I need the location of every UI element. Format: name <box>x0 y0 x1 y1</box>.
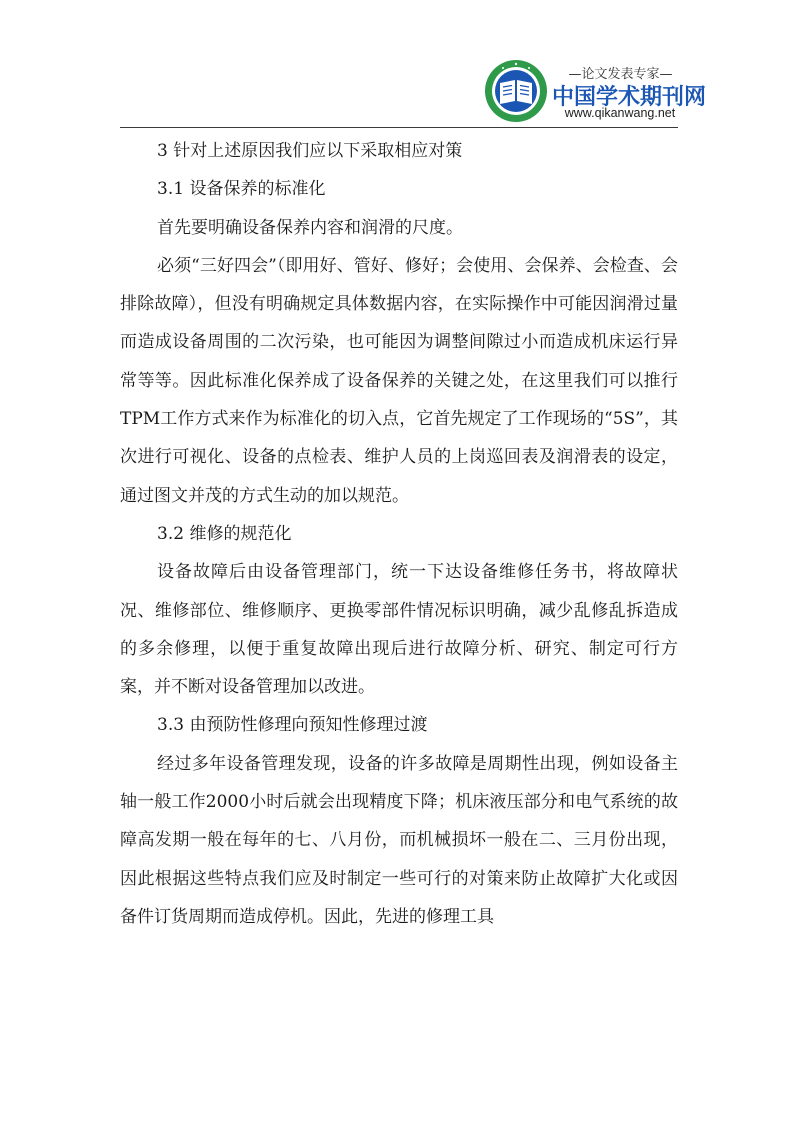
section-heading-3-3: 3.3 由预防性修理向预知性修理过渡 <box>157 715 428 736</box>
journal-emblem-icon <box>484 59 548 123</box>
logo-site-name: 中国学术期刊网 <box>552 85 707 110</box>
section-heading-3: 3 针对上述原因我们应以下采取相应对策 <box>157 141 463 161</box>
header-divider <box>120 127 678 128</box>
paragraph-4: 经过多年设备管理发现，设备的许多故障是周期性出现，例如设备主轴一般工作2000小时后就会出现精度下降；机床液压部分和电气系统的故障高发期一般在每年的七、八月份，而机械损坏一般在二、三月份出现，因此根据这些特点我们应及时制定一些可行的对策来防止故障扩大化或因备件订货周期而造成停机。因此，先进的修理工具 <box>120 753 678 927</box>
section-heading-3-2: 3.2 维修的规范化 <box>157 523 292 544</box>
document-body <box>120 132 678 936</box>
logo-url: www.qikanwang.net <box>564 106 676 120</box>
paragraph-2: 必须“三好四会”（即用好、管好、修好；会使用、会保养、会检查、会排除故障），但没有明确规定具体数据内容，在实际操作中可能因润滑过量而造成设备周围的二次污染，也可能因为调整间隙过小而造成机床运行异常等等。因此标准化保养成了设备保养的关键之处，在这里我们可以推行TPM工作方式来作为标准化的切入点，它首先规定了工作现场的“5S”，其次进行可视化、设备的点检表、维护人员的上岗巡回表及润滑表的设定，通过图文并茂的方式生动的加以规范。 <box>120 255 678 506</box>
paragraph-1: 首先要明确设备保养内容和润滑的尺度。 <box>157 217 463 238</box>
paragraph-3: 设备故障后由设备管理部门，统一下达设备维修任务书，将故障状况、维修部位、维修顺序、更换零部件情况标识明确，减少乱修乱拆造成的多余修理，以便于重复故障出现后进行故障分析、研究、制定可行方案，并不断对设备管理加以改进。 <box>120 562 678 698</box>
site-logo <box>480 55 707 127</box>
section-heading-3-1: 3.1 设备保养的标准化 <box>157 179 326 200</box>
logo-tagline: —论文发表专家— <box>568 67 673 82</box>
